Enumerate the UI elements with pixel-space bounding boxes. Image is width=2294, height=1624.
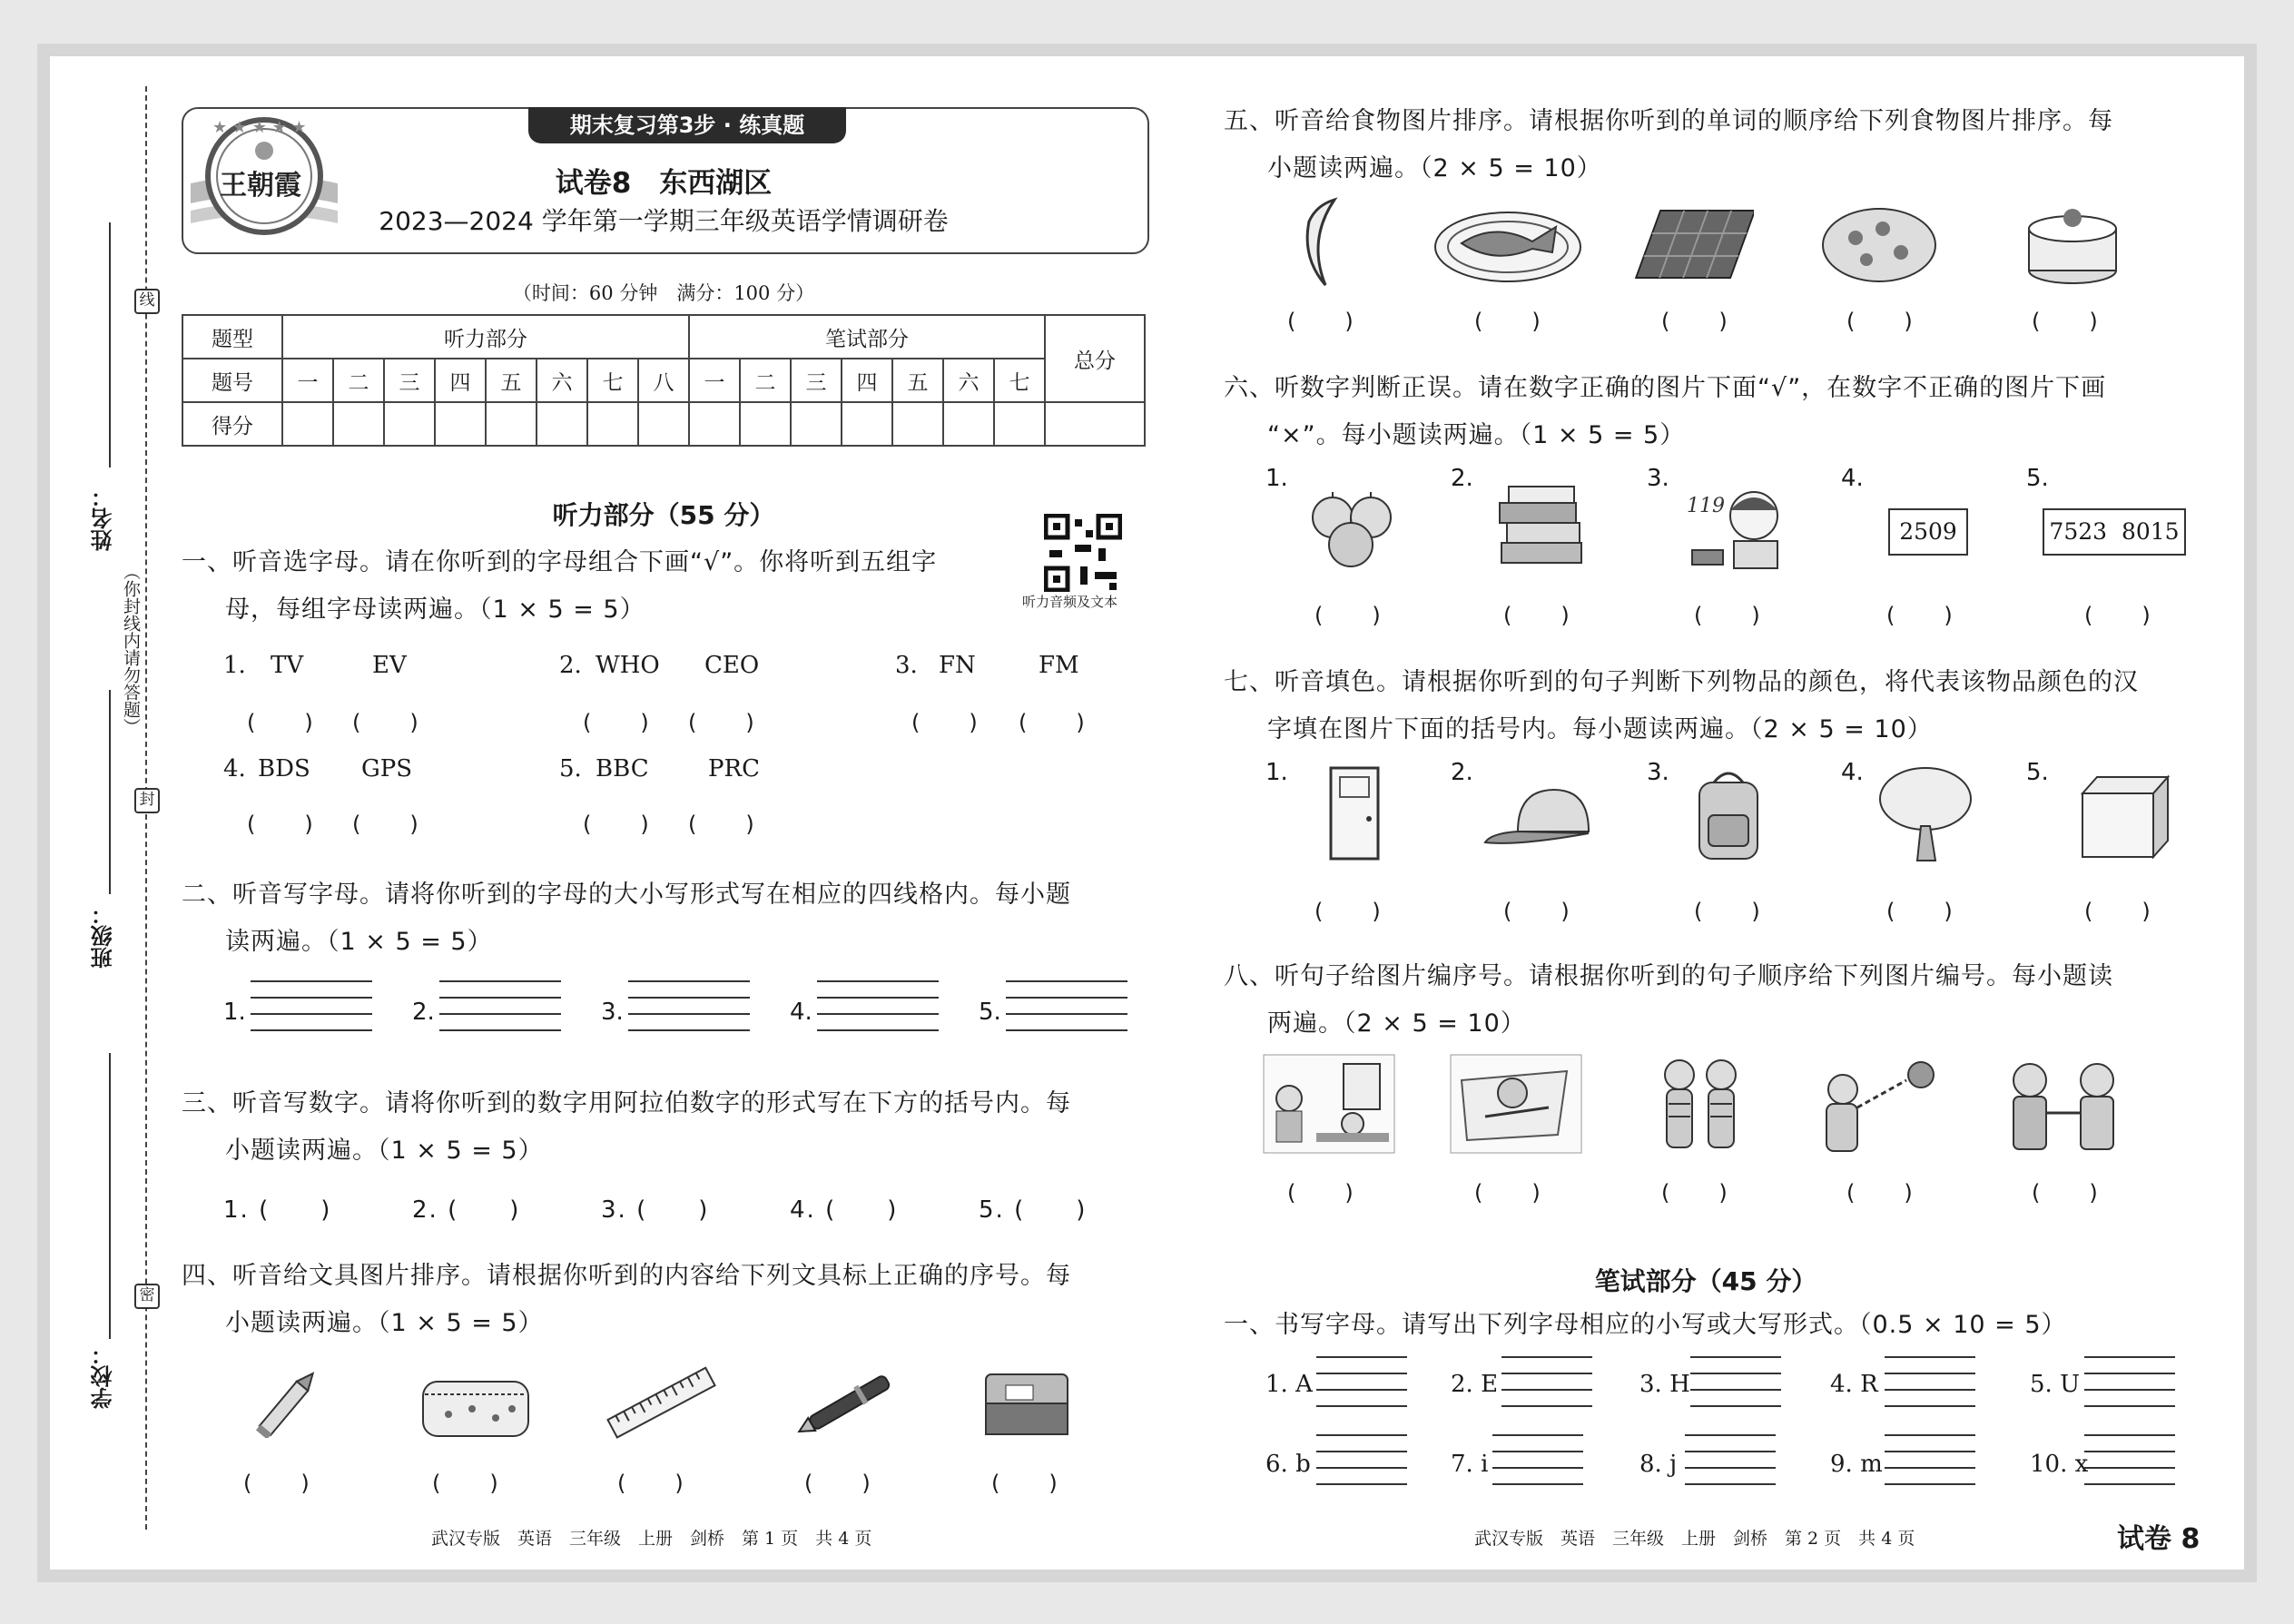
writing-heading: 笔试部分（45 分） [1594,1266,1817,1296]
q1-item-2-num: 2. [559,652,582,679]
score-cell[interactable] [333,402,384,446]
q2-num: 3. [601,999,624,1026]
apples-icon [1305,488,1400,568]
answer-paren[interactable]: ( ) [1314,899,1383,924]
four-line-grid[interactable] [1690,1356,1781,1409]
q3-instructions [182,1080,1071,1175]
answer-paren[interactable]: ( ) [583,812,651,837]
table-cell: 四 [842,359,892,402]
q5-line1: 五、听音给食物图片排序。请根据你听到的单词的顺序给下列食物图片排序。每 [1224,107,2113,135]
q1-item-2-a: WHO [596,652,660,679]
q3-answer[interactable]: 1. ( ) [223,1196,332,1224]
backpack-icon [1690,764,1767,864]
answer-paren[interactable]: ( ) [432,1471,500,1496]
chocolate-icon [1632,203,1754,285]
four-line-grid[interactable] [2084,1356,2175,1409]
table-cell: 六 [537,359,587,402]
four-line-grid[interactable] [1885,1356,1975,1409]
table-cell: 一 [282,359,333,402]
q5-instructions [1224,98,2113,192]
answer-paren[interactable]: ( ) [243,1471,311,1496]
four-line-grid[interactable] [1316,1434,1407,1487]
q3-answer[interactable]: 5. ( ) [979,1196,1088,1224]
banana-icon [1289,194,1362,294]
exam-meta: （时间：60 分钟 满分：100 分） [512,282,815,304]
table-cell: 三 [384,359,435,402]
binding-badge-mi: 密 [134,1284,160,1309]
school-label: 学校： [91,1343,116,1409]
q6-num: 3. [1647,465,1669,492]
w1-instructions: 一、书写字母。请写出下列字母相应的小写或大写形式。（0.5 × 10 = 5） [1224,1311,2067,1339]
score-cell[interactable] [791,402,842,446]
q1-item-2-b: CEO [704,652,760,679]
table-cell: 四 [435,359,486,402]
q7-instructions [1224,659,2139,753]
q1-item-3-b: FM [1039,652,1079,679]
door-icon [1325,763,1385,864]
answer-paren[interactable]: ( ) [804,1471,872,1496]
table-cell: 八 [638,359,689,402]
table-cell: 七 [587,359,638,402]
q2-line2: 读两遍。（1 × 5 = 5） [225,928,493,956]
four-line-grid[interactable] [1685,1434,1776,1487]
tigers-standing-image [1650,1053,1752,1155]
score-cell[interactable] [689,402,740,446]
answer-paren[interactable]: ( ) [2032,309,2100,334]
q7-num: 4. [1841,759,1864,786]
q1-item-5-num: 5. [559,755,582,782]
q8-line1: 八、听句子给图片编序号。请根据你听到的句子顺序给下列图片编号。每小题读 [1224,962,2113,990]
four-line-grid[interactable] [439,980,561,1033]
exam-subtitle: 2023—2024 学年第一学期三年级英语学情调研卷 [379,206,949,236]
school-blank[interactable] [109,1053,111,1339]
q1-item-4-b: GPS [361,755,413,782]
q1-item-1-num: 1. [223,652,246,679]
answer-paren[interactable]: ( ) [1846,309,1915,334]
table-cell: 听力部分 [282,315,689,359]
answer-paren[interactable]: ( ) [1661,1180,1729,1206]
w1-letter: 10. x [2030,1451,2089,1478]
q4-instructions [182,1253,1071,1347]
score-cell[interactable] [384,402,435,446]
q6-line2: “×”。每小题读两遍。（1 × 5 = 5） [1267,421,1686,449]
answer-paren[interactable]: ( ) [2084,603,2152,628]
q2-num: 4. [790,999,812,1026]
answer-paren[interactable]: ( ) [1503,603,1571,628]
score-table [182,314,1146,447]
name-blank[interactable] [109,222,111,468]
boy-phone-icon [1681,485,1796,570]
answer-paren[interactable]: ( ) [247,812,315,837]
q7-num: 2. [1451,759,1473,786]
four-line-grid[interactable] [1492,1434,1583,1487]
answer-paren[interactable]: ( ) [1287,1180,1355,1206]
four-line-grid[interactable] [1006,980,1127,1033]
qr-caption: 听力音频及文本 [1022,594,1118,610]
number-box-phone: 7523 8015 [2043,508,2186,556]
table-cell: 题号 [182,359,282,402]
w1-letter: 8. j [1639,1451,1678,1478]
table-cell: 总分 [1045,315,1145,402]
q6-num: 4. [1841,465,1864,492]
q3-line2: 小题读两遍。（1 × 5 = 5） [225,1137,544,1165]
answer-paren[interactable]: ( ) [911,710,980,735]
exam-title: 试卷8 东西湖区 [555,167,773,200]
tiger-ball-image [1807,1053,1948,1155]
w1-letter: 7. i [1451,1451,1489,1478]
q2-line1: 二、听音写字母。请将你听到的字母的大小写形式写在相应的四线格内。每小题 [182,881,1071,909]
q2-num: 2. [412,999,435,1026]
q6-instructions [1224,365,2106,459]
number-box-2509: 2509 [1888,508,1968,556]
class-blank[interactable] [109,690,111,894]
score-cell[interactable] [740,402,791,446]
pencil-icon [247,1369,329,1438]
answer-paren[interactable]: ( ) [1474,309,1542,334]
svg-text:★ ★ ★ ★ ★: ★ ★ ★ ★ ★ [212,118,307,137]
q7-num: 1. [1265,759,1288,786]
w1-letter: 5. U [2030,1371,2080,1398]
score-cell[interactable] [435,402,486,446]
answer-paren[interactable]: ( ) [1287,309,1355,334]
q3-answer[interactable]: 3. ( ) [601,1196,710,1224]
answer-paren[interactable]: ( ) [1503,899,1571,924]
score-cell[interactable] [943,402,994,446]
answer-paren[interactable]: ( ) [1019,710,1087,735]
q7-line2: 字填在图片下面的括号内。每小题读两遍。（2 × 5 = 10） [1267,715,1933,743]
q1-line1: 一、听音选字母。请在你听到的字母组合下画“√”。你将听到五组字 [182,548,938,576]
four-line-grid[interactable] [1316,1356,1407,1409]
binding-badge-feng: 封 [134,788,160,813]
answer-paren[interactable]: ( ) [1886,603,1954,628]
q1-item-1-a: TV [271,652,304,679]
pen-icon [788,1365,908,1442]
footer-right: 武汉专版 英语 三年级 上册 剑桥 第 2 页 共 4 页 [1474,1529,1915,1549]
q1-item-4-num: 4. [223,755,246,782]
score-cell[interactable] [282,402,333,446]
table-cell: 七 [994,359,1045,402]
q8-line2: 两遍。（2 × 5 = 10） [1267,1009,1526,1038]
table-cell: 笔试部分 [689,315,1045,359]
footer-paper-tag: 试卷 8 [2117,1523,2200,1555]
q6-num: 2. [1451,465,1473,492]
cake-icon [2023,194,2122,289]
q6-num: 5. [2026,465,2049,492]
answer-paren[interactable]: ( ) [1694,899,1762,924]
answer-paren[interactable]: ( ) [2084,899,2152,924]
pizza-icon [1819,200,1941,287]
box-icon [2079,773,2171,861]
tree-icon [1876,763,1975,864]
pic-digits: 119 [1687,495,1725,517]
books-icon [1494,483,1589,572]
table-cell: 一 [689,359,740,402]
q2-num: 5. [979,999,1001,1026]
q4-line1: 四、听音给文具图片排序。请根据你听到的内容给下列文具标上正确的序号。每 [182,1262,1071,1290]
table-cell: 六 [943,359,994,402]
q2-instructions [182,871,1071,966]
answer-paren[interactable]: ( ) [1694,603,1762,628]
answer-paren[interactable]: ( ) [1314,603,1383,628]
table-cell: 三 [791,359,842,402]
q8-instructions [1224,953,2113,1048]
answer-paren[interactable]: ( ) [617,1471,685,1496]
binding-badge-xian: 线 [134,289,160,314]
q3-answer[interactable]: 4. ( ) [790,1196,899,1224]
table-cell: 五 [892,359,943,402]
score-cell[interactable] [587,402,638,446]
q1-item-5-b: PRC [708,755,760,782]
binding-notice: （你封线内请勿答题） [121,563,141,735]
fish-icon [1431,200,1585,287]
score-cell[interactable] [994,402,1045,446]
q7-num: 5. [2026,759,2049,786]
q3-answer[interactable]: 2. ( ) [412,1196,521,1224]
logo-text: 王朝霞 [220,170,301,202]
answer-paren[interactable]: ( ) [247,710,315,735]
score-cell[interactable] [638,402,689,446]
score-cell[interactable] [892,402,943,446]
q2-num: 1. [223,999,246,1026]
score-cell[interactable] [842,402,892,446]
q1-item-4-a: BDS [258,755,310,782]
q7-line1: 七、听音填色。请根据你听到的句子判断下列物品的颜色，将代表该物品颜色的汉 [1224,668,2139,696]
answer-paren[interactable]: ( ) [583,710,651,735]
children-greeting-image [1995,1053,2132,1155]
header-banner: 期末复习第3步 · 练真题 [528,107,846,143]
q6-line1: 六、听数字判断正误。请在数字正确的图片下面“√”，在数字不正确的图片下画 [1224,374,2107,402]
four-line-grid[interactable] [1501,1356,1592,1409]
qr-code-icon[interactable] [1044,514,1122,592]
four-line-grid[interactable] [817,980,939,1033]
name-label: 姓名： [91,486,116,551]
w1-letter: 4. R [1830,1371,1878,1398]
answer-paren[interactable]: ( ) [688,710,756,735]
pencil-case-icon [418,1369,534,1443]
q1-item-3-a: FN [939,652,976,679]
q5-line2: 小题读两遍。（2 × 5 = 10） [1267,154,1602,182]
class-label: 班级： [91,903,116,969]
q3-line1: 三、听音写数字。请将你听到的数字用阿拉伯数字的形式写在下方的括号内。每 [182,1089,1071,1117]
q4-line2: 小题读两遍。（1 × 5 = 5） [225,1309,544,1337]
q1-item-1-b: EV [372,652,407,679]
answer-paren[interactable]: ( ) [1846,1180,1915,1206]
score-cell[interactable] [1045,402,1145,446]
table-cell: 五 [486,359,537,402]
four-line-grid[interactable] [628,980,750,1033]
answer-paren[interactable]: ( ) [2032,1180,2100,1206]
cap-icon [1482,782,1594,851]
answer-paren[interactable]: ( ) [1886,899,1954,924]
q6-num: 1. [1265,465,1288,492]
q1-item-3-num: 3. [895,652,918,679]
q7-num: 3. [1647,759,1669,786]
eraser-icon [979,1367,1075,1442]
four-line-grid[interactable] [1885,1434,1975,1487]
answer-paren[interactable]: ( ) [1474,1180,1542,1206]
table-cell: 二 [740,359,791,402]
answer-paren[interactable]: ( ) [352,710,420,735]
q1-instructions [182,539,937,634]
score-cell[interactable] [537,402,587,446]
table-cell: 二 [333,359,384,402]
w1-letter: 2. E [1451,1371,1499,1398]
tiger-cartoon-image [1449,1053,1583,1155]
w1-letter: 1. A [1265,1371,1313,1398]
answer-paren[interactable]: ( ) [991,1471,1059,1496]
four-line-grid[interactable] [2084,1434,2175,1487]
table-cell: 得分 [182,402,282,446]
q1-item-5-a: BBC [596,755,649,782]
footer-left: 武汉专版 英语 三年级 上册 剑桥 第 1 页 共 4 页 [431,1529,872,1549]
score-cell[interactable] [486,402,537,446]
w1-letter: 3. H [1639,1371,1690,1398]
listening-heading: 听力部分（55 分） [552,500,775,530]
answer-paren[interactable]: ( ) [352,812,420,837]
w1-letter: 9. m [1830,1451,1883,1478]
w1-letter: 6. b [1265,1451,1311,1478]
answer-paren[interactable]: ( ) [1661,309,1729,334]
ruler-icon [603,1365,721,1442]
q1-line2: 母，每组字母读两遍。（1 × 5 = 5） [225,595,645,624]
classroom-scene-image [1262,1053,1396,1155]
table-cell: 题型 [182,315,282,359]
answer-paren[interactable]: ( ) [688,812,756,837]
four-line-grid[interactable] [251,980,372,1033]
